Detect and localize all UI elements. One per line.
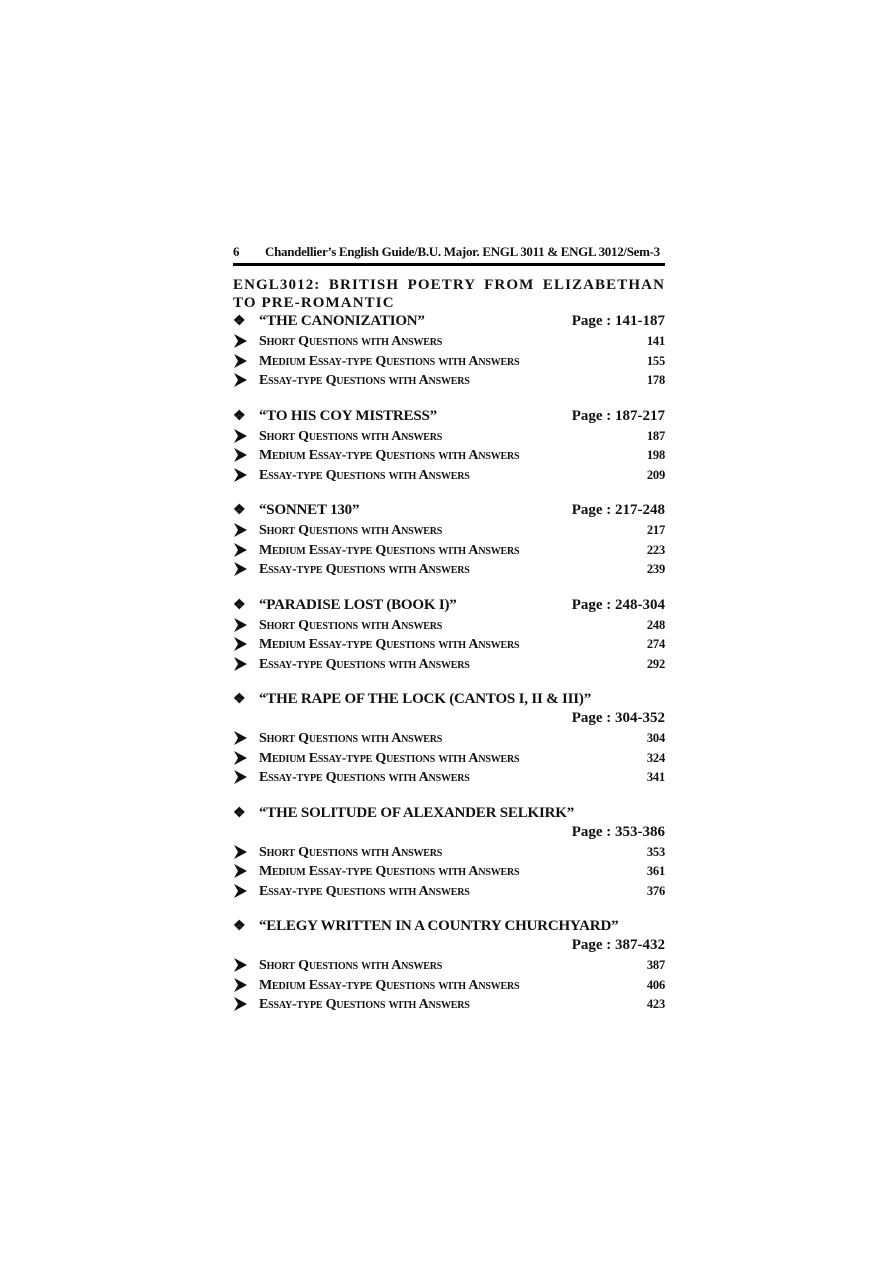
item-page-number: 353 — [646, 844, 665, 859]
page-number: 6 — [233, 244, 240, 259]
item-page-number: 217 — [646, 523, 665, 537]
arrowhead-bullet-icon — [233, 864, 247, 878]
item-label: Medium Essay-type Questions with Answers — [259, 637, 520, 652]
toc-item — [233, 882, 665, 902]
arrowhead-bullet-icon — [233, 523, 247, 537]
arrowhead-bullet-icon — [233, 618, 247, 632]
toc-item — [233, 729, 665, 749]
arrowhead-bullet-icon — [233, 429, 247, 443]
toc-item — [233, 560, 665, 580]
section-page-range: Page : 304-352 — [571, 710, 665, 726]
arrowhead-bullet-icon — [233, 751, 247, 765]
item-label: Medium Essay-type Questions with Answers — [259, 977, 520, 993]
item-page-number: 387 — [646, 958, 665, 972]
section-title-row — [233, 312, 665, 332]
toc-item — [233, 655, 665, 675]
toc-item — [233, 862, 665, 882]
diamond-bullet-icon: ❖ — [233, 597, 246, 613]
diamond-bullet-icon: ❖ — [233, 692, 246, 707]
section-title-row — [233, 917, 665, 937]
arrowhead-bullet-icon — [233, 562, 247, 576]
toc-item — [233, 995, 665, 1015]
toc-section — [233, 596, 665, 675]
item-label: Medium Essay-type Questions with Answers — [259, 353, 520, 369]
header-rule — [233, 263, 665, 266]
section-title: “THE CANONIZATION” — [259, 313, 425, 329]
item-label: Essay-type Questions with Answers — [259, 467, 470, 483]
item-page-number: 223 — [646, 542, 665, 557]
section-page-range: Page : 387-432 — [571, 937, 665, 953]
item-label: Essay-type Questions with Answers — [259, 770, 470, 785]
item-page-number: 141 — [646, 334, 665, 348]
item-label: Medium Essay-type Questions with Answers — [259, 448, 520, 463]
toc-item — [233, 616, 665, 636]
item-page-number: 423 — [646, 997, 665, 1011]
item-label: Medium Essay-type Questions with Answers — [259, 864, 520, 879]
item-label: Short Questions with Answers — [259, 844, 443, 860]
item-label: Essay-type Questions with Answers — [259, 373, 470, 388]
section-title-row — [233, 596, 665, 616]
diamond-bullet-icon: ❖ — [233, 314, 246, 329]
section-title: “SONNET 130” — [259, 502, 360, 518]
arrowhead-bullet-icon — [233, 637, 247, 651]
section-title-row — [233, 804, 665, 824]
toc-item — [233, 427, 665, 447]
item-page-number: 341 — [646, 770, 665, 784]
section-page-range: Page : 248-304 — [571, 596, 665, 613]
arrowhead-bullet-icon — [233, 334, 247, 348]
section-page-range: Page : 187-217 — [571, 407, 665, 424]
item-label: Short Questions with Answers — [259, 334, 443, 349]
item-label: Essay-type Questions with Answers — [259, 997, 470, 1012]
item-page-number: 178 — [646, 373, 665, 387]
arrowhead-bullet-icon — [233, 543, 247, 557]
section-page-range: Page : 217-248 — [571, 502, 665, 518]
arrowhead-bullet-icon — [233, 978, 247, 992]
item-label: Short Questions with Answers — [259, 523, 443, 538]
arrowhead-bullet-icon — [233, 845, 247, 859]
toc-item — [233, 352, 665, 372]
item-label: Essay-type Questions with Answers — [259, 562, 470, 577]
toc-item — [233, 332, 665, 352]
diamond-bullet-icon: ❖ — [233, 408, 246, 424]
section-page-range: Page : 353-386 — [571, 823, 665, 840]
item-page-number: 239 — [646, 562, 665, 576]
item-label: Short Questions with Answers — [259, 428, 443, 444]
toc-item — [233, 768, 665, 788]
toc-section — [233, 312, 665, 391]
arrowhead-bullet-icon — [233, 657, 247, 671]
toc-item — [233, 371, 665, 391]
item-label: Medium Essay-type Questions with Answers — [259, 542, 520, 558]
section-title: “ELEGY WRITTEN IN A COUNTRY CHURCHYARD” — [259, 918, 619, 934]
arrowhead-bullet-icon — [233, 354, 247, 368]
section-title-row — [233, 690, 665, 710]
section-title: “THE RAPE OF THE LOCK (CANTOS I, II & III)” — [259, 691, 592, 707]
item-page-number: 274 — [646, 637, 665, 651]
item-page-number: 361 — [646, 864, 665, 878]
arrowhead-bullet-icon — [233, 770, 247, 784]
toc-item — [233, 749, 665, 769]
item-page-number: 406 — [646, 977, 665, 992]
toc-item — [233, 635, 665, 655]
toc-item — [233, 446, 665, 466]
toc-item — [233, 956, 665, 976]
toc-section — [233, 917, 665, 1015]
toc-item — [233, 466, 665, 486]
item-page-number: 304 — [646, 731, 665, 745]
arrowhead-bullet-icon — [233, 958, 247, 972]
item-page-number: 187 — [646, 428, 665, 443]
item-label: Short Questions with Answers — [259, 958, 443, 973]
toc-section — [233, 501, 665, 580]
running-title: Chandellier’s English Guide/B.U. Major. ENGL 3011 & ENGL 3012/Sem-3 — [265, 244, 660, 259]
item-page-number: 376 — [646, 883, 665, 898]
toc-section — [233, 407, 665, 486]
item-label: Essay-type Questions with Answers — [259, 883, 470, 899]
item-page-number: 292 — [646, 656, 665, 671]
toc-section — [233, 690, 665, 788]
item-page-number: 248 — [646, 617, 665, 632]
section-pages-row — [233, 824, 665, 843]
section-title: “PARADISE LOST (BOOK I)” — [259, 596, 457, 613]
section-title: “THE SOLITUDE OF ALEXANDER SELKIRK” — [259, 804, 575, 821]
diamond-bullet-icon: ❖ — [233, 503, 246, 518]
arrowhead-bullet-icon — [233, 884, 247, 898]
toc-item — [233, 843, 665, 863]
page-content — [233, 240, 665, 1031]
toc-item — [233, 976, 665, 996]
item-page-number: 155 — [646, 353, 665, 368]
item-page-number: 209 — [646, 467, 665, 482]
arrowhead-bullet-icon — [233, 468, 247, 482]
arrowhead-bullet-icon — [233, 731, 247, 745]
arrowhead-bullet-icon — [233, 448, 247, 462]
section-title: “TO HIS COY MISTRESS” — [259, 407, 437, 424]
diamond-bullet-icon: ❖ — [233, 919, 246, 934]
item-label: Short Questions with Answers — [259, 731, 443, 746]
item-page-number: 198 — [646, 448, 665, 462]
item-label: Medium Essay-type Questions with Answers — [259, 750, 520, 766]
running-header — [233, 240, 665, 262]
section-title-row — [233, 407, 665, 427]
arrowhead-bullet-icon — [233, 997, 247, 1011]
section-pages-row — [233, 937, 665, 956]
arrowhead-bullet-icon — [233, 373, 247, 387]
item-page-number: 324 — [646, 750, 665, 765]
diamond-bullet-icon: ❖ — [233, 805, 246, 821]
item-label: Short Questions with Answers — [259, 617, 443, 633]
contents-list — [233, 312, 665, 1015]
section-title-row — [233, 501, 665, 521]
section-pages-row — [233, 710, 665, 729]
toc-item — [233, 541, 665, 561]
item-label: Essay-type Questions with Answers — [259, 656, 470, 672]
section-page-range: Page : 141-187 — [571, 313, 665, 329]
toc-item — [233, 521, 665, 541]
toc-section — [233, 804, 665, 902]
course-title: ENGL3012: BRITISH POETRY FROM ELIZABETHAN TO PRE-ROMANTIC — [233, 277, 665, 311]
